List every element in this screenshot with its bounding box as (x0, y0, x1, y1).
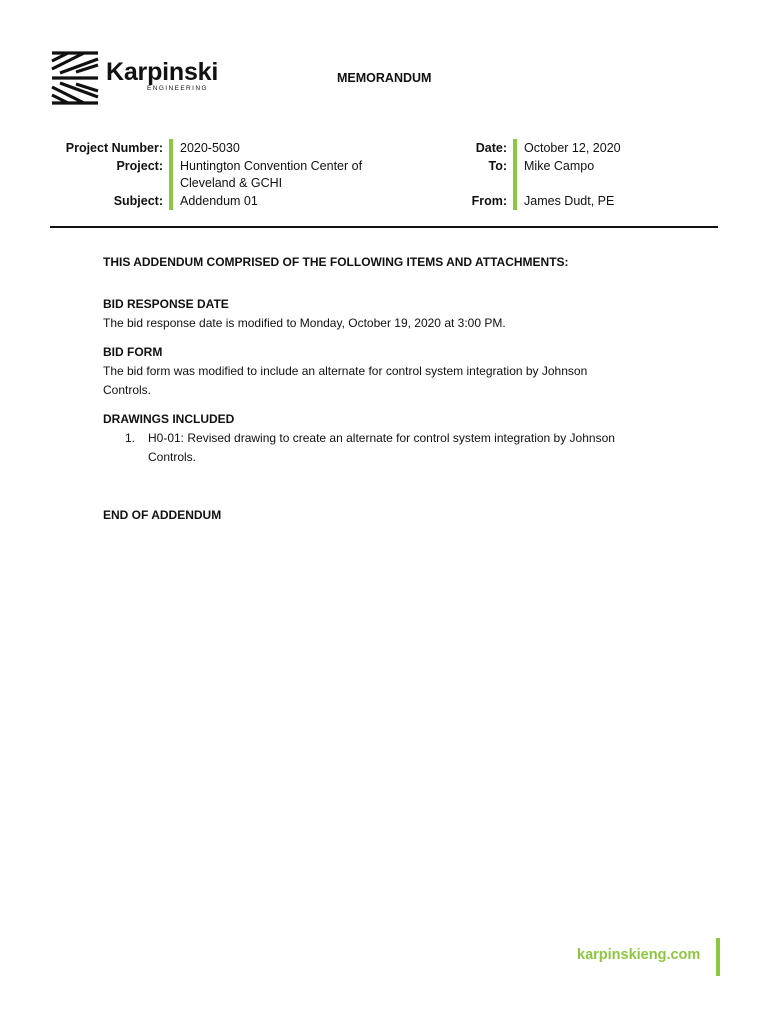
subject-value: Addendum 01 (180, 194, 258, 208)
subject-label: Subject: (113, 194, 163, 208)
project-number-value: 2020-5030 (180, 141, 240, 155)
logo-stripes-icon (50, 51, 100, 105)
end-of-addendum: END OF ADDENDUM (103, 508, 222, 522)
footer-website-link[interactable]: karpinskieng.com (577, 947, 701, 963)
bid-form-text-line1: The bid form was modified to include an alternate for control system integration by Johnson (103, 364, 588, 378)
from-value: James Dudt, PE (524, 194, 615, 208)
header-divider (50, 226, 718, 228)
logo-wordmark: Karpinski (106, 58, 219, 86)
date-value: October 12, 2020 (524, 141, 621, 155)
company-logo (50, 51, 219, 105)
drawing-item-text-line1: H0-01: Revised drawing to create an alternate for control system integration by Johnson (148, 431, 615, 445)
field-divider-left (169, 139, 173, 210)
memo-title: MEMORANDUM (337, 71, 432, 85)
project-value-line2: Cleveland & GCHI (180, 176, 283, 190)
footer-accent-bar (716, 938, 720, 976)
logo-tagline: ENGINEERING (147, 85, 208, 92)
to-value: Mike Campo (524, 159, 595, 173)
to-label: To: (488, 159, 507, 173)
drawings-heading: DRAWINGS INCLUDED (103, 412, 235, 426)
drawing-item-text-line2: Controls. (148, 450, 197, 464)
bid-response-heading: BID RESPONSE DATE (103, 297, 229, 311)
project-value-line1: Huntington Convention Center of (180, 159, 363, 173)
bid-response-text: The bid response date is modified to Monday, October 19, 2020 at 3:00 PM. (103, 316, 506, 330)
from-label: From: (471, 194, 507, 208)
project-number-label: Project Number: (65, 141, 163, 155)
project-label: Project: (116, 159, 163, 173)
addendum-intro: THIS ADDENDUM COMPRISED OF THE FOLLOWING ITEMS AND ATTACHMENTS: (103, 255, 569, 269)
field-divider-right (513, 139, 517, 210)
bid-form-text-line2: Controls. (103, 383, 152, 397)
drawing-item-number: 1. (125, 431, 136, 445)
date-label: Date: (475, 141, 507, 155)
bid-form-heading: BID FORM (103, 345, 163, 359)
